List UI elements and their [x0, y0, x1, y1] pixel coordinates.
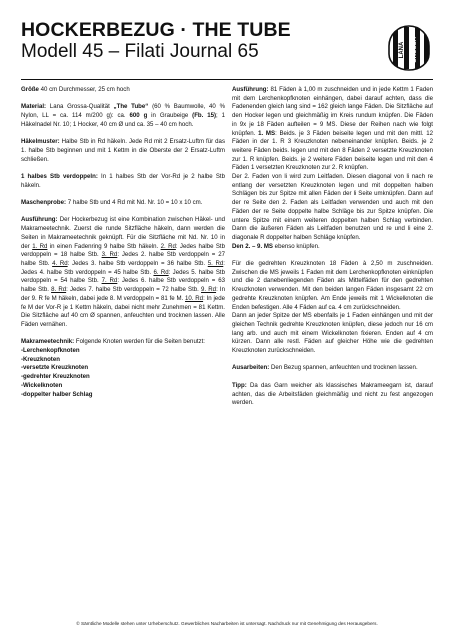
finishing-paragraph [232, 364, 433, 373]
crochet-pattern-text: Halbe Stb in Rd häkeln. Jede Rd mit 2 Ersatz-Luftm für das 1. halbe Stb beginnen und mit 1 Kettm in die Oberste der 2 Ersatz-Luftm schließen. [21, 138, 225, 163]
execution-text: 81 Fäden à 1,00 m zuschneiden und in jede Kettm 1 Faden mit dem Lerchenkopfknoten einhängen, dabei darauf achten, dass die Fadenenden gleich lang sind = 162 gleich lange Fäden. Die Sitzfläche auf den Hocker legen und gleichmäßig im Kreis rundum knüpfen. Die Fäden in 9x je 18 Fäden aufteilen = 9 MS. Diese der Reihen nach wie folgt knüpfen. [232, 86, 433, 137]
material-text: (60 % Baumwolle, 40 % Nylon, LL = ca. 114 m/200 g): ca. [21, 103, 225, 120]
knot-list-item: -Lerchenkopfknoten [21, 347, 80, 354]
execution-label: Ausführung: [232, 86, 269, 93]
round-label: 4. Rd [52, 259, 68, 267]
round-label: 9. Rd [201, 286, 217, 294]
leader-thread-paragraph: Der 2. Faden von li wird zum Leitfaden. Diesen diagonal von li nach re entlang der versetzten Kreuzknoten legen und mit doppelten halben Schlägen bis zur Spitze mit allen Fäden der li Seite umknüpfen. Dann auf der re Seite den 2. Faden als Leitfaden verwenden und auch mit den Fäden der re Seite doppelte halbe Schläge bis zur Spitze knüpfen. Die untere Spitze mit einem weiteren doppelten halben Schlag verbinden. Dann die äußeren Fäden als Leitfaden benutzen und re und li eine 2. diagonale R doppelter halben Schläge knüpfen. [232, 173, 433, 241]
instructions-text: : In jede fe M der Vor-R je 1 Kettm häkeln, dabei nicht mehr Zunehmen = 81 Kettm. Die Sitzfläche auf 40 cm Ø spannen, anfeuchten und trocknen lassen. Alle Fäden vernähen. [21, 294, 225, 328]
macrame-label: Makrameetechnik: [21, 338, 75, 346]
macrame-text: Folgende Knoten werden für die Seiten benutzt: [74, 338, 205, 346]
size-label: Größe [21, 86, 39, 93]
round-label: 2. Rd [160, 242, 176, 250]
right-column [232, 86, 433, 417]
header-divider [21, 79, 433, 80]
ms-repeat-paragraph [232, 243, 433, 252]
knot-list-item: -doppelter halber Schlag [21, 390, 93, 398]
knot-list-item: -Wickelknoten [21, 381, 63, 389]
knot-list-item: -Kreuzknoten [21, 355, 60, 363]
execution-paragraph [232, 86, 433, 173]
instructions-text: : Jedes 7. halbe Stb verdoppeln = 72 halbe Stb. [66, 286, 202, 294]
yarn-color-code: (Fb. 15) [192, 112, 217, 120]
finishing-label: Ausarbeiten: [232, 364, 270, 372]
instructions-text: : Jedes 4. halbe Stb verdoppeln = 45 halbe Stb. [21, 259, 225, 276]
gauge-label: Maschenprobe: [21, 199, 67, 207]
round-label: 8. Rd [51, 286, 67, 294]
instructions-text: : Jedes 3. halbe Stb verdoppeln = 36 halbe Stb. [67, 259, 208, 267]
double-stitch-text: In 1 halbes Stb der Vor-Rd je 2 halbe Stb häkeln. [21, 172, 226, 189]
gauge-text: 7 halbe Stb und 4 Rd mit Nd. Nr. 10 = 10 x 10 cm. [66, 199, 203, 207]
finishing-text: Den Bezug spannen, anfeuchten und trocknen lassen. [269, 364, 418, 372]
round-label: 1. Rd [32, 242, 48, 250]
size-text: 40 cm Durchmesser, 25 cm hoch [38, 86, 130, 93]
svg-text:GROSSA: GROSSA [412, 36, 418, 64]
round-label: 10. Rd [185, 294, 204, 302]
round-label: 6. Rd [153, 268, 169, 276]
instructions-text: : Jedes 6. halbe Stb verdoppeln = 63 halbe Stb. [21, 277, 225, 294]
tip-label: Tipp: [232, 381, 247, 389]
double-stitch-label: 1 halbes Stb verdoppeln: [21, 172, 98, 180]
crochet-pattern-paragraph [21, 138, 225, 164]
left-column [21, 86, 225, 399]
instructions-text: in einen Fadenring 9 halbe Stb häkeln. [47, 242, 161, 250]
macrame-paragraph [21, 338, 225, 347]
gauge-paragraph [21, 199, 225, 208]
lana-grossa-logo [386, 24, 432, 72]
ms-repeat-text: ebenso knüpfen. [272, 242, 320, 250]
copyright-footer: © Sämtliche Modelle stehen unter Urheberschutz. Gewerbliches Nacharbeiten ist untersagt. Nachdruck nur mit Genehmigung des Herausgebers. [76, 621, 378, 626]
crochet-pattern-label: Häkelmuster: [21, 138, 60, 146]
round-label: 3. Rd [101, 251, 118, 259]
material-text: in Graubeige [147, 112, 193, 120]
ms1-text: : Beids. je 3 Fäden beiseite legen und mit den mittl. 12 Fäden in der 1. R 3 Kreuzknoten nebeneinander knüpfen. Beids. je 2 weitere Fäden beids. legen und mit den 8 Fäden 2 versetzte Kreuzknoten zur 1. R knüpfen. Beids. je 2 weitere Fäden beiseite legen und mit den 4 Fäden 1 versetzten Kreuzknoten zur 2. R knüpfen. [232, 129, 434, 172]
tips-knot-paragraph: Dann an jeder Spitze der MS ebenfalls je 1 Faden einhängen und mit der gleichen Technik gedrehte Kreuzknoten knüpfen, diese jedoch nur 16 cm lang arb. und auch mit einem Wickelknoten fixieren. Enden auf 4 cm kürzen. Dann alle restl. Fäden auf gleicher Höhe wie die gedrehten Kreuzknoten zurückschneiden. [232, 312, 433, 355]
double-stitch-paragraph [21, 173, 225, 190]
instructions-text: : Jedes 2. halbe Stb verdoppeln = 27 halbe Stb. [21, 251, 225, 267]
instructions-text: Der Hockerbezug ist eine Kombination zwischen Häkel- und Makrameetechnik. Zuerst die runde Sitzfläche häkeln, dann werden die Seiten in Makrameetechnik geknüpft. Für die Sitzfläche mit Nd. Nr. 10 in der [21, 216, 225, 250]
twisted-knot-paragraph: Für die gedrehten Kreuzknoten 18 Fäden à 2,50 m zuschneiden. Zwischen die MS jeweils 1 Faden mit dem Lerchenkopfknoten einknüpfen und die 2 danebenliegenden Fäden als Mittelfäden für den gedrehten Kreuzknoten verwenden. Mit den beiden langen Fäden insgesamt 22 cm gedrehte Kreuzknoten knüpfen. Am Ende jeweils mit 1 Wickelknoten die Enden befestigen. Alle 4 Fäden auf ca. 4 cm zurückschneiden. [232, 260, 433, 311]
ms-repeat-label: Den 2. – 9. MS [232, 242, 273, 250]
material-label: Material: [21, 103, 47, 111]
material-paragraph [21, 103, 225, 129]
material-text: Lana Grossa-Qualität [46, 103, 114, 111]
svg-text:LANA: LANA [399, 41, 405, 59]
round-label: 7. Rd [101, 277, 118, 285]
knot-list [21, 347, 225, 399]
instructions-text: : In der 9. R fe M häkeln, dabei jede 8. M verdoppeln = 81 fe M. [21, 286, 225, 302]
ms1-label: 1. MS [258, 129, 276, 137]
tip-paragraph [232, 382, 433, 408]
document-subtitle: Modell 45 – Filati Journal 65 [21, 41, 259, 62]
tip-text: Da das Garn weicher als klassisches Makrameegarn ist, darauf achten, das die Arbeitsfäden gleichmäßig und nicht zu fest angezogen werden. [232, 381, 433, 407]
material-text: ; 1 Häkelnadel Nr. 10; 1 Hocker, 40 cm Ø und ca. 35 – 40 cm hoch. [21, 112, 226, 128]
instructions-text: : Jedes 5. halbe Stb verdoppeln = 54 halbe Stb. [21, 268, 225, 285]
document-title: HOCKERBEZUG · THE TUBE [21, 19, 291, 41]
knot-list-item: -gedrehter Kreuzknoten [21, 373, 90, 381]
size-paragraph [21, 86, 225, 95]
instructions-text: : Jedes halbe Stb verdoppeln = 18 halbe Stb. [21, 242, 225, 259]
instructions-label: Ausführung: [21, 216, 58, 224]
round-label: 5. Rd [207, 259, 224, 267]
yarn-name: „The Tube“ [113, 103, 149, 111]
yarn-amount: 600 g [129, 112, 148, 120]
instructions-paragraph [21, 216, 225, 329]
knot-list-item: -versetzte Kreuzknoten [21, 364, 89, 372]
